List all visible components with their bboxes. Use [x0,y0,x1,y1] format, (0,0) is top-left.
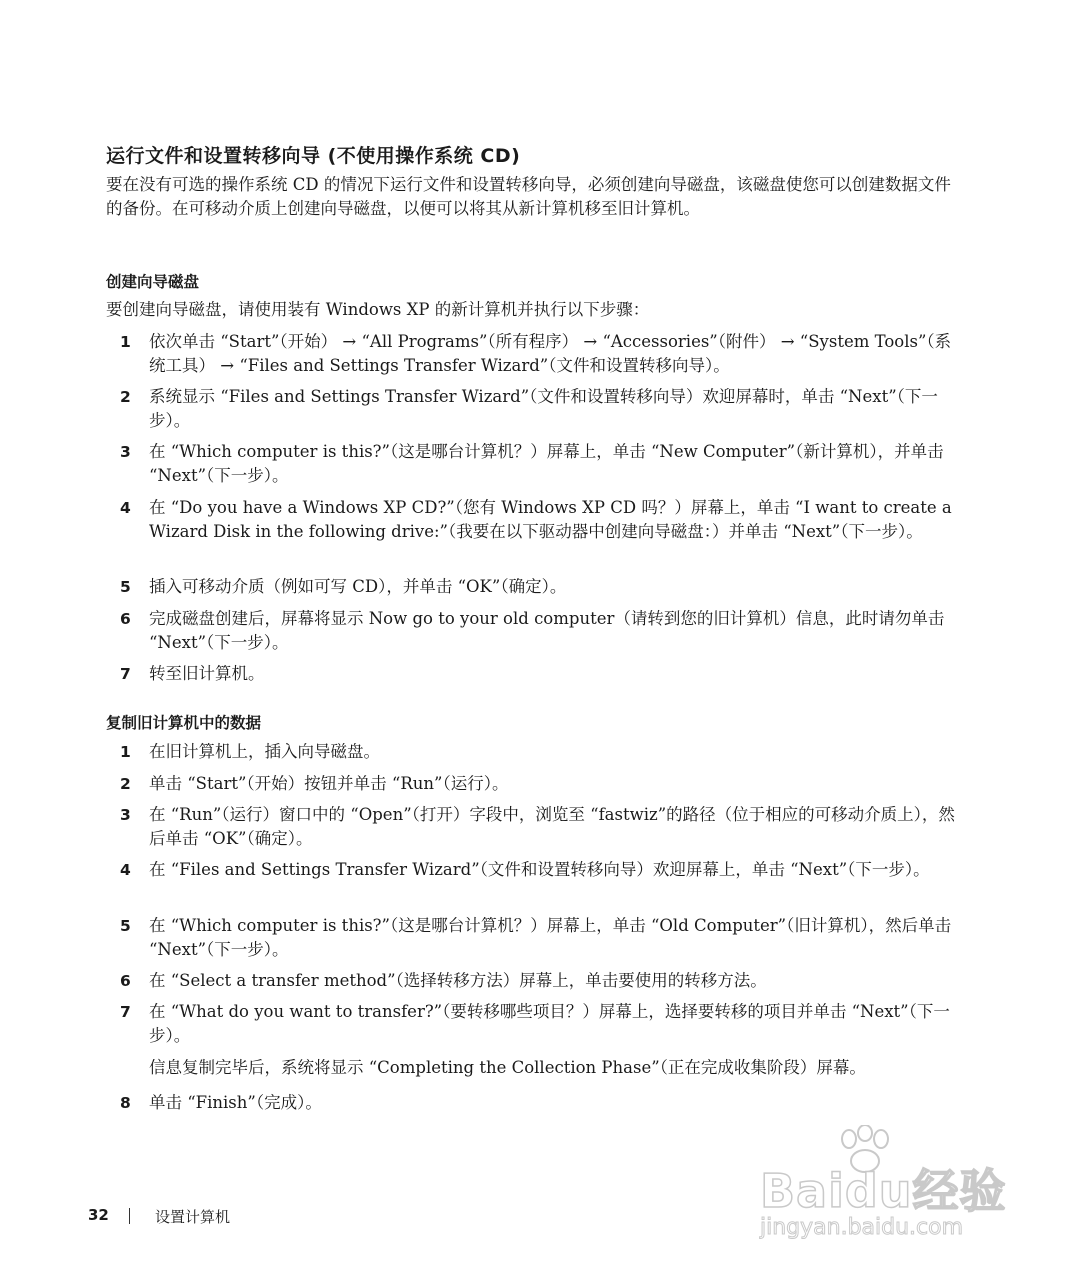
step-text: 单击 “Start”（开始）按钮并单击 “Run”（运行）。 [149,774,509,793]
step-number: 3 [120,443,131,461]
step-number: 5 [120,917,131,935]
watermark-brand: Baidu经验 [760,1164,1007,1218]
create-disk-heading: 创建向导磁盘 [106,273,200,291]
step-number: 4 [120,499,131,517]
copy-step [106,1000,956,1050]
step-number: 1 [120,743,131,761]
step-number: 5 [120,578,131,596]
step-text: 依次单击 “Start”（开始） → “All Programs”（所有程序） → “Accessories”（附件） → “System Tools”（系统工具） → “Files and Settings Transfer Wizard”（文件和设置转移向导）。 [149,332,952,375]
chapter-title: 设置计算机 [155,1208,231,1226]
step-number: 2 [120,775,131,793]
step-number: 2 [120,388,131,406]
step-text: 系统显示 “Files and Settings Transfer Wizard”（文件和设置转移向导）欢迎屏幕时，单击 “Next”（下一步）。 [149,387,938,430]
step-text: 插入可移动介质（例如可写 CD），并单击 “OK”（确定）。 [149,577,567,596]
create-step [106,662,956,712]
baidu-watermark [740,1125,1040,1245]
step-text: 在 “Files and Settings Transfer Wizard”（文件和设置转移向导）欢迎屏幕上，单击 “Next”（下一步）。 [149,860,930,879]
copy-data-heading: 复制旧计算机中的数据 [106,714,262,732]
step-text: 信息复制完毕后，系统将显示 “Completing the Collection Phase”（正在完成收集阶段）屏幕。 [149,1058,866,1077]
step-number: 6 [120,972,131,990]
copy-step [106,803,956,853]
step-number: 7 [120,1003,131,1021]
create-step [106,385,956,435]
step-text: 完成磁盘创建后，屏幕将显示 Now go to your old computer（请转到您的旧计算机）信息，此时请勿单击 “Next”（下一步）。 [149,609,945,652]
step-text: 单击 “Finish”（完成）。 [149,1093,322,1112]
create-step [106,330,956,380]
create-step [106,440,956,490]
step-text: 在 “Do you have a Windows XP CD?”（您有 Windows XP CD 吗？）屏幕上，单击 “I want to create a Wizard Disk in the following drive:”（我要在以下驱动器中创建向导磁盘：）并单击 “Next”（下一步）。 [149,498,952,541]
step-text: 在 “Which computer is this?”（这是哪台计算机？）屏幕上，单击 “New Computer”（新计算机），并单击 “Next”（下一步）。 [149,442,944,485]
copy-step [106,914,956,964]
step-number: 1 [120,333,131,351]
copy-step [106,858,956,908]
step-text: 在 “Which computer is this?”（这是哪台计算机？）屏幕上，单击 “Old Computer”（旧计算机），然后单击 “Next”（下一步）。 [149,916,952,959]
step-number: 7 [120,665,131,683]
step-text: 在 “What do you want to transfer?”（要转移哪些项目？）屏幕上，选择要转移的项目并单击 “Next”（下一步）。 [149,1002,950,1045]
step-text: 在旧计算机上，插入向导磁盘。 [149,742,380,761]
step-text: 转至旧计算机。 [149,664,265,683]
step-number: 8 [120,1094,131,1112]
step-text: 在 “Select a transfer method”（选择转移方法）屏幕上，单击要使用的转移方法。 [149,971,767,990]
create-step [106,607,956,657]
watermark-url: jingyan.baidu.com [760,1215,964,1240]
step-text: 在 “Run”（运行）窗口中的 “Open”（打开）字段中，浏览至 “fastwiz”的路径（位于相应的可移动介质上），然后单击 “OK”（确定）。 [149,805,955,848]
intro-paragraph: 要在没有可选的操作系统 CD 的情况下运行文件和设置转移向导，必须创建向导磁盘，该磁盘使您可以创建数据文件的备份。在可移动介质上创建向导磁盘，以便可以将其从新计算机移至旧计算机。 [106,175,951,218]
create-disk-lead: 要创建向导磁盘，请使用装有 Windows XP 的新计算机并执行以下步骤： [106,300,650,319]
section-title: 运行文件和设置转移向导 (不使用操作系统 CD) [106,145,521,167]
step-number: 3 [120,806,131,824]
page-number: 32 [88,1206,109,1224]
step-number: 4 [120,861,131,879]
create-step [106,496,956,546]
step-number: 6 [120,610,131,628]
footer-separator [129,1208,130,1224]
